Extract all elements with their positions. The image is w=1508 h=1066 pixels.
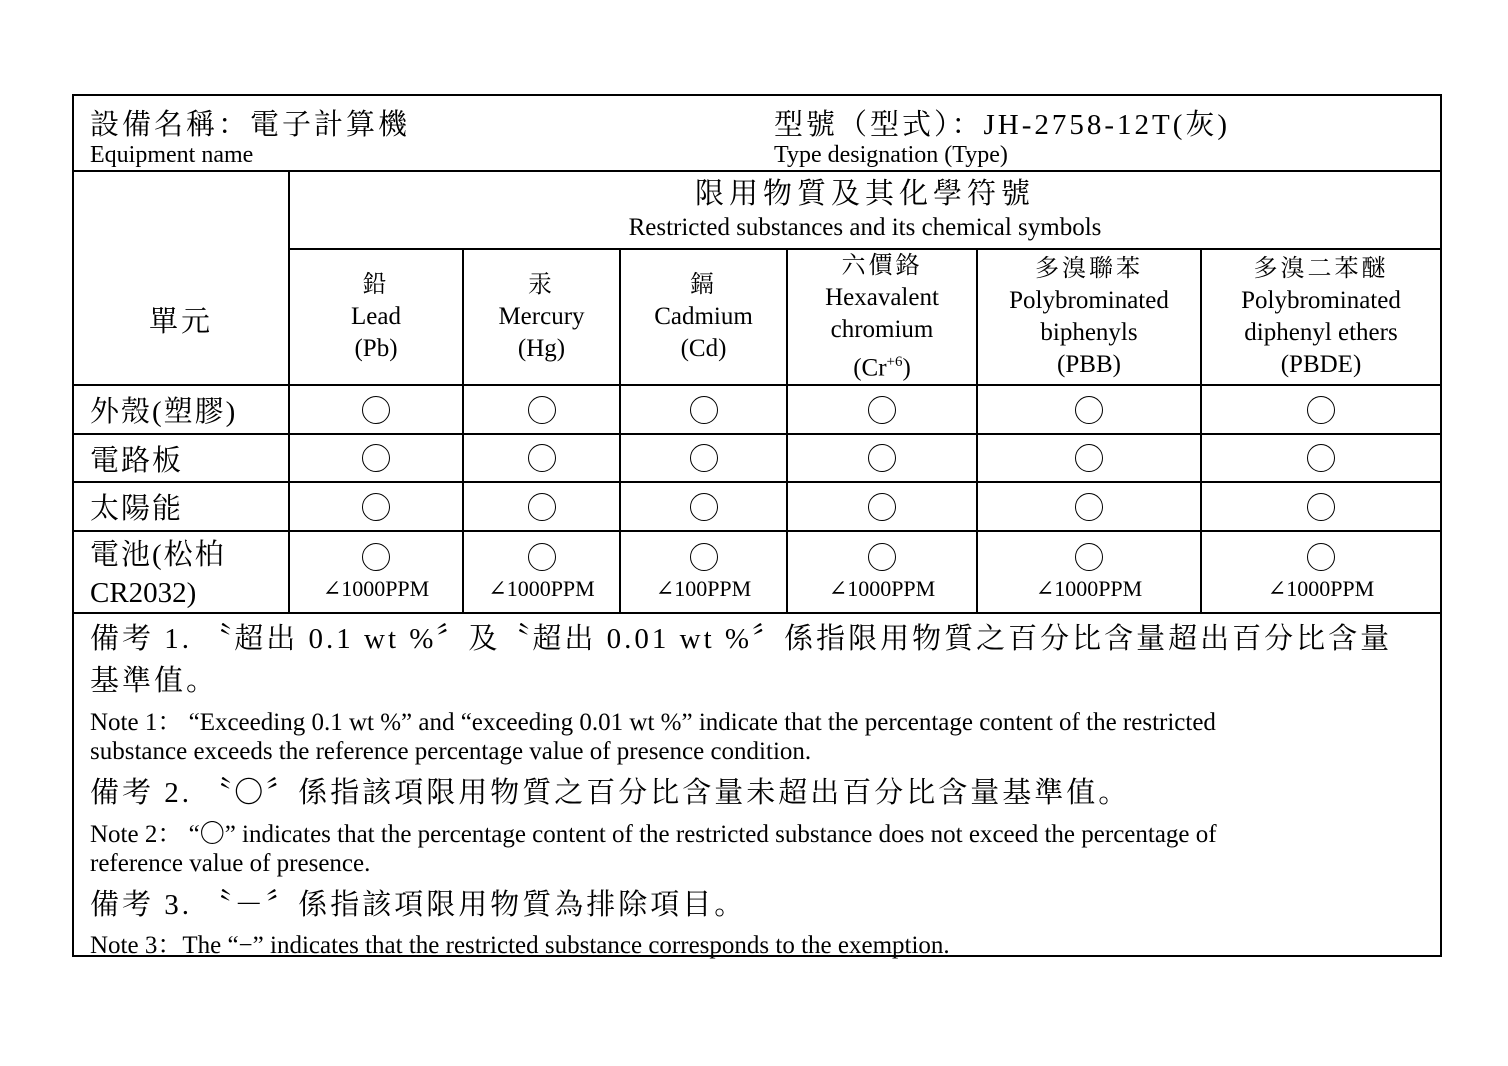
type-designation-label-zh: 型號（型式）：JH-2758-12T(灰) [774,109,1231,141]
compliance-mark [289,434,463,482]
unit-name: 外殼(塑膠) [74,385,289,434]
compliance-mark [620,385,787,434]
substance-header-mercury: 汞 Mercury (Hg) [463,249,620,385]
equipment-name-label-en: Equipment name [90,142,254,168]
compliance-mark [977,385,1201,434]
substance-header-hexavalent-chromium: 六價鉻 Hexavalent chromium $(Cr^{+6})$ [787,249,977,385]
unit-name-battery: 電池(松柏 CR2032) [74,531,289,613]
substance-header-pbb: 多溴聯苯 Polybrominated biphenyls (PBB) [977,249,1201,385]
restricted-substances-header [289,172,1440,249]
unit-column-header: 單元 [74,172,289,385]
unit-name: 太陽能 [74,482,289,531]
substance-header-pbde: 多溴二苯醚 Polybrominated diphenyl ethers (PBDE) [1201,249,1440,385]
compliance-mark [289,385,463,434]
compliance-mark [787,482,977,531]
restricted-substances-title-en: Restricted substances and its chemical symbols [628,214,1102,241]
compliance-mark [1201,434,1440,482]
compliance-mark [977,482,1201,531]
compliance-mark [289,482,463,531]
table-row [74,482,1440,531]
compliance-mark-with-limit: ∠1000PPM [463,531,620,613]
compliance-mark [463,482,620,531]
compliance-mark [463,434,620,482]
substance-header-lead: 鉛 Lead (Pb) [289,249,463,385]
compliance-mark [463,385,620,434]
note-1-zh-line-1: 備考 1. 〝超出 0.1 wt %〞及〝超出 0.01 wt %〞係指限用物質之百分比含量超出百分比含量 [90,623,1393,655]
table-row-battery [74,531,1440,613]
note-3-en: Note 3：The “−” indicates that the restricted substance corresponds to the exemption. [90,932,950,959]
compliance-mark-with-limit: ∠1000PPM [1201,531,1440,613]
note-2-en-line-1: Note 2： “〇” indicates that the percentage content of the restricted substance does not exceed the percentage of [90,821,1217,848]
restricted-substances-table [74,172,1440,614]
substance-header-cadmium: 鎘 Cadmium (Cd) [620,249,787,385]
compliance-mark-with-limit: ∠100PPM [620,531,787,613]
compliance-mark-with-limit: ∠1000PPM [787,531,977,613]
compliance-mark [977,434,1201,482]
restricted-substances-title-zh: 限用物質及其化學符號 [695,178,1036,210]
type-designation-label-en: Type designation (Type) [774,142,1008,168]
note-1-zh-line-2: 基準值。 [90,665,219,697]
compliance-mark-with-limit: ∠1000PPM [289,531,463,613]
note-1-en-line-1: Note 1： “Exceeding 0.1 wt %” and “exceeding 0.01 wt %” indicate that the percentage content of the restricted [90,709,1216,736]
compliance-mark [620,434,787,482]
note-1-en-line-2: substance exceeds the reference percentage value of presence condition. [90,738,812,765]
compliance-mark [1201,482,1440,531]
compliance-mark-with-limit: ∠1000PPM [977,531,1201,613]
compliance-mark [620,482,787,531]
table-row [74,434,1440,482]
table-row [74,385,1440,434]
equipment-name-label-zh: 設備名稱：電子計算機 [90,109,411,141]
compliance-mark [787,385,977,434]
note-3-zh: 備考 3. 〝－〞係指該項限用物質為排除項目。 [90,889,747,921]
unit-name: 電路板 [74,434,289,482]
note-2-zh: 備考 2. 〝〇〞係指該項限用物質之百分比含量未超出百分比含量基準值。 [90,777,1131,809]
document-header [74,96,1440,172]
compliance-mark [1201,385,1440,434]
note-2-en-line-2: reference value of presence. [90,850,371,877]
rohs-declaration-document [72,94,1442,957]
compliance-mark [787,434,977,482]
